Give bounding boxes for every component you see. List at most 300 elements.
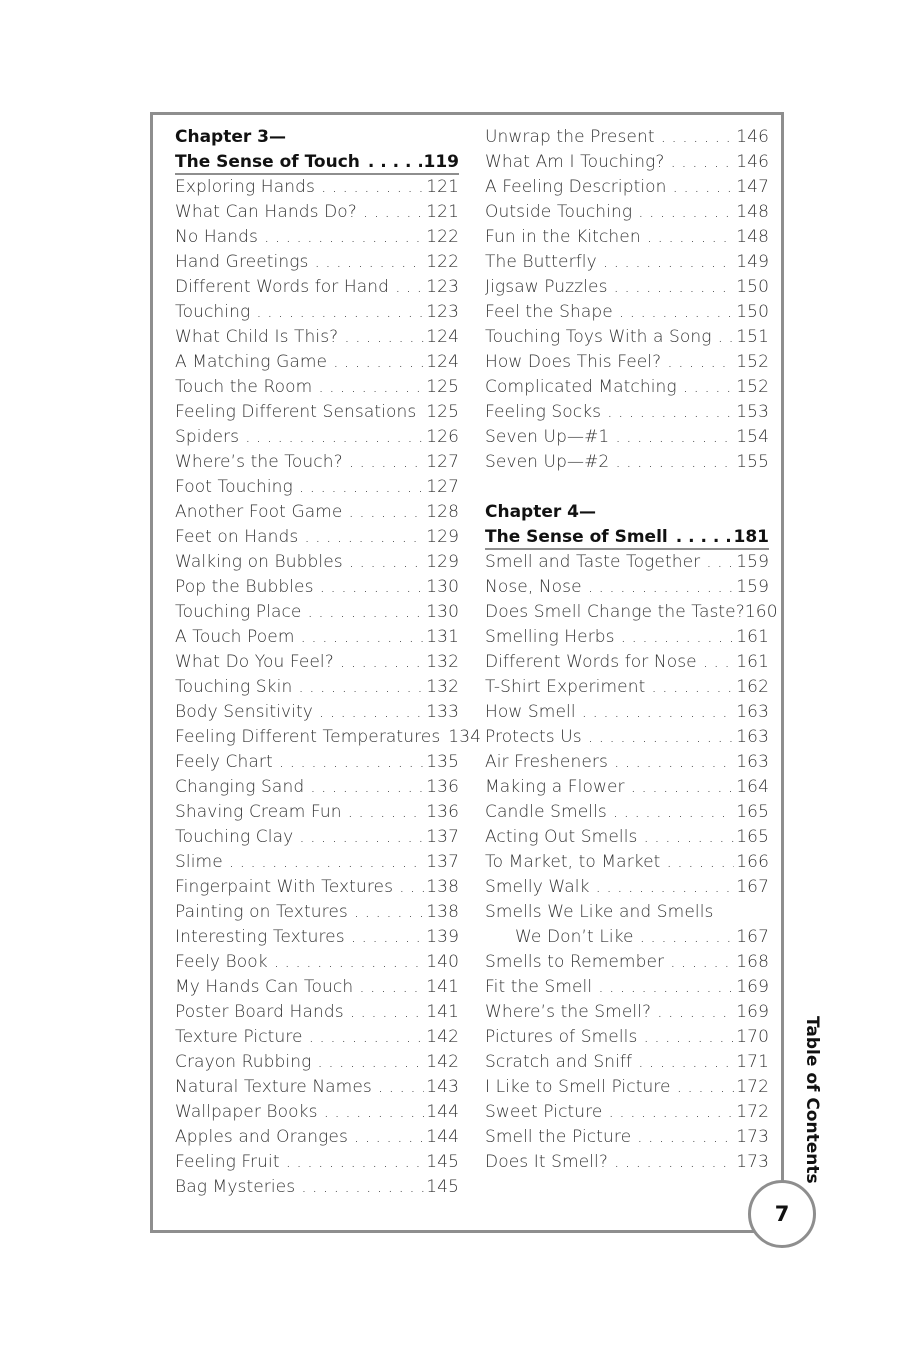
toc-entry [485, 600, 778, 625]
chapter-4-title [485, 525, 769, 550]
toc-entry [485, 975, 769, 1000]
entry-page: 122 [426, 252, 459, 272]
dot-leader [614, 1150, 734, 1175]
dot-leader [582, 700, 735, 725]
toc-entry [175, 675, 459, 700]
entry-page: 150 [736, 277, 769, 297]
entry-page: 166 [736, 852, 769, 872]
dot-leader [301, 625, 425, 650]
entry-page: 150 [736, 302, 769, 322]
entry-title: Smell and Taste Together [485, 552, 701, 572]
entry-title: Smell the Picture [485, 1127, 632, 1147]
toc-entry [175, 300, 459, 325]
entry-page: 164 [736, 777, 769, 797]
entry-page: 128 [426, 502, 459, 522]
dot-leader [666, 850, 734, 875]
entry-page: 142 [426, 1027, 459, 1047]
toc-entry [175, 250, 459, 275]
chapter-4-heading: Chapter 4— [485, 502, 597, 522]
entry-title: Feeling Different Temperatures [175, 727, 441, 747]
entry-title: Foot Touching [175, 477, 293, 497]
dot-leader [598, 975, 734, 1000]
dot-leader [670, 950, 734, 975]
entry-page: 162 [736, 677, 769, 697]
toc-entry [175, 575, 459, 600]
dot-leader [614, 275, 735, 300]
entry-page: 159 [736, 577, 769, 597]
dot-leader [274, 950, 425, 975]
entry-page: 169 [736, 1002, 769, 1022]
entry-page: 172 [736, 1077, 769, 1097]
entry-title: To Market, to Market [485, 852, 661, 872]
entry-title: Outside Touching [485, 202, 633, 222]
entry-title: Smells to Remember [485, 952, 665, 972]
entry-title: Interesting Textures [175, 927, 345, 947]
dot-leader [363, 200, 424, 225]
entry-title: Changing Sand [175, 777, 305, 797]
toc-entry [175, 200, 459, 225]
dot-leader [399, 875, 424, 900]
entry-page: 124 [426, 352, 459, 372]
dot-leader [608, 1100, 734, 1125]
toc-entry [485, 400, 769, 425]
toc-entry [485, 550, 769, 575]
dot-leader [359, 975, 424, 1000]
entry-title: Smells We Like and Smells [485, 902, 714, 922]
dot-leader [344, 325, 424, 350]
toc-entry [485, 675, 769, 700]
toc-entry [485, 275, 769, 300]
entry-title: Jigsaw Puzzles [485, 277, 608, 297]
dot-leader [315, 250, 425, 275]
entry-title: Air Fresheners [485, 752, 608, 772]
toc-entry [485, 575, 769, 600]
entry-title: How Does This Feel? [485, 352, 662, 372]
entry-page: 151 [736, 327, 769, 347]
entry-title: What Can Hands Do? [175, 202, 357, 222]
dot-leader [673, 175, 735, 200]
dot-leader [647, 225, 735, 250]
entry-page: 129 [426, 527, 459, 547]
toc-entry [175, 725, 482, 750]
entry-title: Feet on Hands [175, 527, 299, 547]
entry-title: Feel the Shape [485, 302, 613, 322]
entry-page: 139 [426, 927, 459, 947]
dot-leader [256, 300, 424, 325]
entry-title: Touching [175, 302, 251, 322]
dot-leader [304, 525, 424, 550]
page-number: 7 [774, 1202, 790, 1226]
toc-entry [175, 1150, 459, 1175]
entry-title: Where’s the Smell? [485, 1002, 652, 1022]
toc-entry [175, 650, 459, 675]
dot-leader [308, 600, 425, 625]
toc-entry [485, 1125, 769, 1150]
dot-leader [596, 875, 735, 900]
entry-page: 165 [736, 802, 769, 822]
toc-entry [485, 775, 769, 800]
entry-title: No Hands [175, 227, 258, 247]
toc-entry [175, 350, 459, 375]
chapter-4-entry-list [485, 950, 769, 1175]
chapter-3-title [175, 150, 459, 175]
entry-page: 169 [736, 977, 769, 997]
dot-leader [651, 675, 734, 700]
toc-entry [485, 875, 769, 900]
entry-title: I Like to Smell Picture [485, 1077, 671, 1097]
toc-entry [175, 850, 459, 875]
toc-entry-continuation [485, 925, 769, 950]
entry-page: 123 [426, 302, 459, 322]
toc-entry [175, 450, 459, 475]
dot-leader [676, 525, 732, 550]
dot-leader [671, 150, 735, 175]
dot-leader [351, 925, 425, 950]
dot-leader [657, 1000, 734, 1025]
toc-entry [485, 375, 769, 400]
entry-title: Natural Texture Names [175, 1077, 372, 1097]
entry-page: 125 [426, 377, 459, 397]
dot-leader [264, 225, 424, 250]
dot-leader [638, 200, 734, 225]
entry-page: 137 [426, 827, 459, 847]
chapter-4-entry-list [485, 625, 769, 900]
entry-page: 129 [426, 552, 459, 572]
entry-title: A Feeling Description [485, 177, 667, 197]
entry-page: 136 [426, 802, 459, 822]
entry-title: A Matching Game [175, 352, 328, 372]
toc-entry [485, 725, 769, 750]
toc-entry [485, 1150, 769, 1175]
toc-entry [485, 250, 769, 275]
dot-leader [677, 1075, 735, 1100]
entry-page: 136 [426, 777, 459, 797]
toc-entry [175, 925, 459, 950]
dot-leader [615, 425, 734, 450]
entry-page: 135 [426, 752, 459, 772]
chapter-3-entry-list [175, 175, 482, 1200]
toc-entry [485, 650, 769, 675]
toc-entry [485, 1025, 769, 1050]
toc-entry [485, 150, 769, 175]
dot-leader [320, 575, 425, 600]
dot-leader [348, 800, 425, 825]
toc-entry [485, 225, 769, 250]
entry-title: Exploring Hands [175, 177, 315, 197]
entry-page: 171 [736, 1052, 769, 1072]
entry-title: Walking on Bubbles [175, 552, 343, 572]
entry-page: 172 [736, 1102, 769, 1122]
toc-entry [175, 1025, 459, 1050]
entry-page: 138 [426, 902, 459, 922]
entry-page: 123 [426, 277, 459, 297]
entry-title: Touching Skin [175, 677, 293, 697]
toc-entry [175, 900, 459, 925]
entry-title: Touching Clay [175, 827, 294, 847]
entry-page: 163 [736, 752, 769, 772]
entry-title: Feeling Fruit [175, 1152, 280, 1172]
entry-page: 144 [426, 1127, 459, 1147]
toc-entry [175, 825, 459, 850]
toc-entry [175, 525, 459, 550]
entry-title: Texture Picture [175, 1027, 303, 1047]
entry-title: Pictures of Smells [485, 1027, 638, 1047]
entry-page: 152 [736, 377, 769, 397]
entry-title: Apples and Oranges [175, 1127, 348, 1147]
entry-page: 131 [426, 627, 459, 647]
dot-leader [319, 700, 424, 725]
entry-title: Wallpaper Books [175, 1102, 318, 1122]
entry-title: Where’s the Touch? [175, 452, 343, 472]
entry-title: A Touch Poem [175, 627, 295, 647]
toc-entry [175, 1075, 459, 1100]
toc-entry [175, 475, 459, 500]
toc-entry [175, 600, 459, 625]
entry-page: 163 [736, 727, 769, 747]
entry-page: 170 [736, 1027, 769, 1047]
entry-page: 167 [736, 877, 769, 897]
entry-page: 145 [426, 1177, 459, 1197]
chapter-3-heading: Chapter 3— [175, 127, 287, 147]
dot-leader [310, 775, 424, 800]
toc-entry [175, 550, 459, 575]
entry-title: Nose, Nose [485, 577, 582, 597]
entry-title: The Butterfly [485, 252, 597, 272]
toc-entry [485, 425, 769, 450]
entry-page: 161 [736, 652, 769, 672]
entry-title: Hand Greetings [175, 252, 309, 272]
entry-page: 167 [736, 927, 769, 947]
entry-title: Poster Board Hands [175, 1002, 344, 1022]
entry-page: 146 [736, 152, 769, 172]
entry-title: What Do You Feel? [175, 652, 334, 672]
toc-entry [175, 425, 459, 450]
toc-entry [175, 800, 459, 825]
dot-leader [640, 925, 735, 950]
entry-page: 149 [736, 252, 769, 272]
entry-page: 121 [426, 177, 459, 197]
dot-leader [683, 375, 735, 400]
chapter-3-page: 119 [423, 152, 459, 172]
dot-leader [317, 1050, 424, 1075]
toc-entry [175, 1000, 459, 1025]
toc-entry [485, 175, 769, 200]
entry-page: 138 [426, 877, 459, 897]
entry-title: Unwrap the Present [485, 127, 655, 147]
toc-entry [175, 975, 459, 1000]
dot-leader [614, 750, 734, 775]
entry-title: Touching Toys With a Song [485, 327, 712, 347]
dot-leader [229, 850, 424, 875]
toc-entry [485, 900, 769, 925]
toc-entry [175, 400, 459, 425]
dot-leader [706, 550, 734, 575]
entry-page: 147 [736, 177, 769, 197]
toc-entry [175, 225, 459, 250]
entry-page: 126 [426, 427, 459, 447]
entry-title: Feely Book [175, 952, 268, 972]
entry-page: 133 [426, 702, 459, 722]
entry-page: 127 [426, 477, 459, 497]
entry-page: 145 [426, 1152, 459, 1172]
entry-title: Feely Chart [175, 752, 273, 772]
dot-leader [299, 825, 424, 850]
entry-title: What Am I Touching? [485, 152, 665, 172]
toc-entry [485, 1100, 769, 1125]
entry-title: Pop the Bubbles [175, 577, 314, 597]
dot-leader [631, 775, 735, 800]
entry-title: Protects Us [485, 727, 582, 747]
dot-leader [368, 150, 422, 175]
entry-page: 152 [736, 352, 769, 372]
entry-page: 141 [426, 1002, 459, 1022]
entry-title: We Don’t Like [515, 927, 634, 947]
entry-title: Slime [175, 852, 223, 872]
chapter-4-entry-list [485, 550, 769, 600]
entry-page: 168 [736, 952, 769, 972]
toc-entry [485, 625, 769, 650]
entry-title: Acting Out Smells [485, 827, 638, 847]
dot-leader [340, 650, 424, 675]
toc-entry [485, 1050, 769, 1075]
entry-title: Feeling Different Sensations [175, 402, 417, 422]
entry-title: Touch the Room [175, 377, 313, 397]
toc-entry [485, 700, 769, 725]
toc-entry [175, 875, 459, 900]
toc-entry [175, 750, 459, 775]
dot-leader [638, 1050, 734, 1075]
entry-page: 140 [426, 952, 459, 972]
chapter-4-subtitle: The Sense of Smell [485, 527, 668, 547]
dot-leader [703, 650, 735, 675]
dot-leader [245, 425, 424, 450]
toc-entry [485, 200, 769, 225]
dot-leader [637, 1125, 734, 1150]
toc-entry [175, 950, 459, 975]
entry-page: 163 [736, 702, 769, 722]
entry-title: Touching Place [175, 602, 302, 622]
toc-entry [175, 1175, 459, 1200]
entry-page: 173 [736, 1152, 769, 1172]
dot-leader [661, 125, 735, 150]
entry-title: Scratch and Sniff [485, 1052, 633, 1072]
page-number-badge [748, 1180, 816, 1248]
entry-title: Complicated Matching [485, 377, 677, 397]
entry-title: Spiders [175, 427, 240, 447]
chapter-3-subtitle: The Sense of Touch [175, 152, 360, 172]
toc-entry [485, 350, 769, 375]
entry-page: 173 [736, 1127, 769, 1147]
toc-right-column [485, 125, 778, 1175]
toc-entry [485, 1075, 769, 1100]
entry-title: Different Words for Nose [485, 652, 697, 672]
dot-leader [588, 725, 734, 750]
dot-leader [619, 300, 734, 325]
entry-title: Smelling Herbs [485, 627, 615, 647]
entry-title: Feeling Socks [485, 402, 602, 422]
entry-title: Candle Smells [485, 802, 607, 822]
entry-title: Crayon Rubbing [175, 1052, 312, 1072]
toc-entry [175, 625, 459, 650]
dot-leader [603, 250, 734, 275]
entry-title: Shaving Cream Fun [175, 802, 342, 822]
entry-page: 155 [736, 452, 769, 472]
entry-page: 127 [426, 452, 459, 472]
dot-leader [422, 400, 424, 425]
dot-leader [279, 750, 424, 775]
dot-leader [324, 1100, 425, 1125]
entry-page: 125 [426, 402, 459, 422]
dot-leader [354, 900, 424, 925]
entry-title: Seven Up—#2 [485, 452, 610, 472]
entry-title: Does It Smell? [485, 1152, 608, 1172]
entry-page: 148 [736, 227, 769, 247]
entry-page: 132 [426, 652, 459, 672]
entry-page: 148 [736, 202, 769, 222]
entry-page: 124 [426, 327, 459, 347]
chapter-4-page: 181 [733, 527, 769, 547]
entry-page: 146 [736, 127, 769, 147]
entry-title: Smelly Walk [485, 877, 590, 897]
entry-page: 122 [426, 227, 459, 247]
entry-title: Another Foot Game [175, 502, 343, 522]
toc-entry [175, 275, 459, 300]
entry-title: Fit the Smell [485, 977, 593, 997]
section-side-label: Table of Contents [802, 1016, 822, 1184]
dot-leader [643, 1025, 734, 1050]
dot-leader [298, 675, 424, 700]
entry-page: 132 [426, 677, 459, 697]
dot-leader [621, 625, 735, 650]
toc-entry [175, 375, 459, 400]
dot-leader [613, 800, 734, 825]
toc-entry [175, 1100, 459, 1125]
toc-entry [175, 1050, 459, 1075]
toc-entry [485, 1000, 769, 1025]
dot-leader [643, 825, 734, 850]
entry-page: 121 [426, 202, 459, 222]
entry-title: Bag Mysteries [175, 1177, 296, 1197]
dot-leader [607, 400, 734, 425]
toc-entry [485, 325, 769, 350]
dot-leader [286, 1150, 425, 1175]
entry-title: How Smell [485, 702, 576, 722]
toc-entry [175, 1125, 459, 1150]
dot-leader [299, 475, 424, 500]
toc-entry [175, 775, 459, 800]
entry-page: 130 [426, 577, 459, 597]
dot-leader [348, 500, 424, 525]
entry-page: 142 [426, 1052, 459, 1072]
entry-page: 137 [426, 852, 459, 872]
chapter-3-entry-list-continued [485, 125, 769, 475]
dot-leader [667, 350, 734, 375]
entry-page: 130 [426, 602, 459, 622]
toc-left-column [175, 125, 482, 1200]
dot-leader [349, 550, 425, 575]
entry-page: 165 [736, 827, 769, 847]
entry-title: T-Shirt Experiment [485, 677, 646, 697]
entry-title: Fun in the Kitchen [485, 227, 641, 247]
toc-entry [485, 800, 769, 825]
dot-leader [718, 325, 735, 350]
entry-page: 143 [426, 1077, 459, 1097]
entry-page: 153 [736, 402, 769, 422]
entry-page: 134 [448, 727, 482, 747]
entry-title: Seven Up—#1 [485, 427, 610, 447]
toc-entry [485, 825, 769, 850]
entry-title: My Hands Can Touch [175, 977, 354, 997]
